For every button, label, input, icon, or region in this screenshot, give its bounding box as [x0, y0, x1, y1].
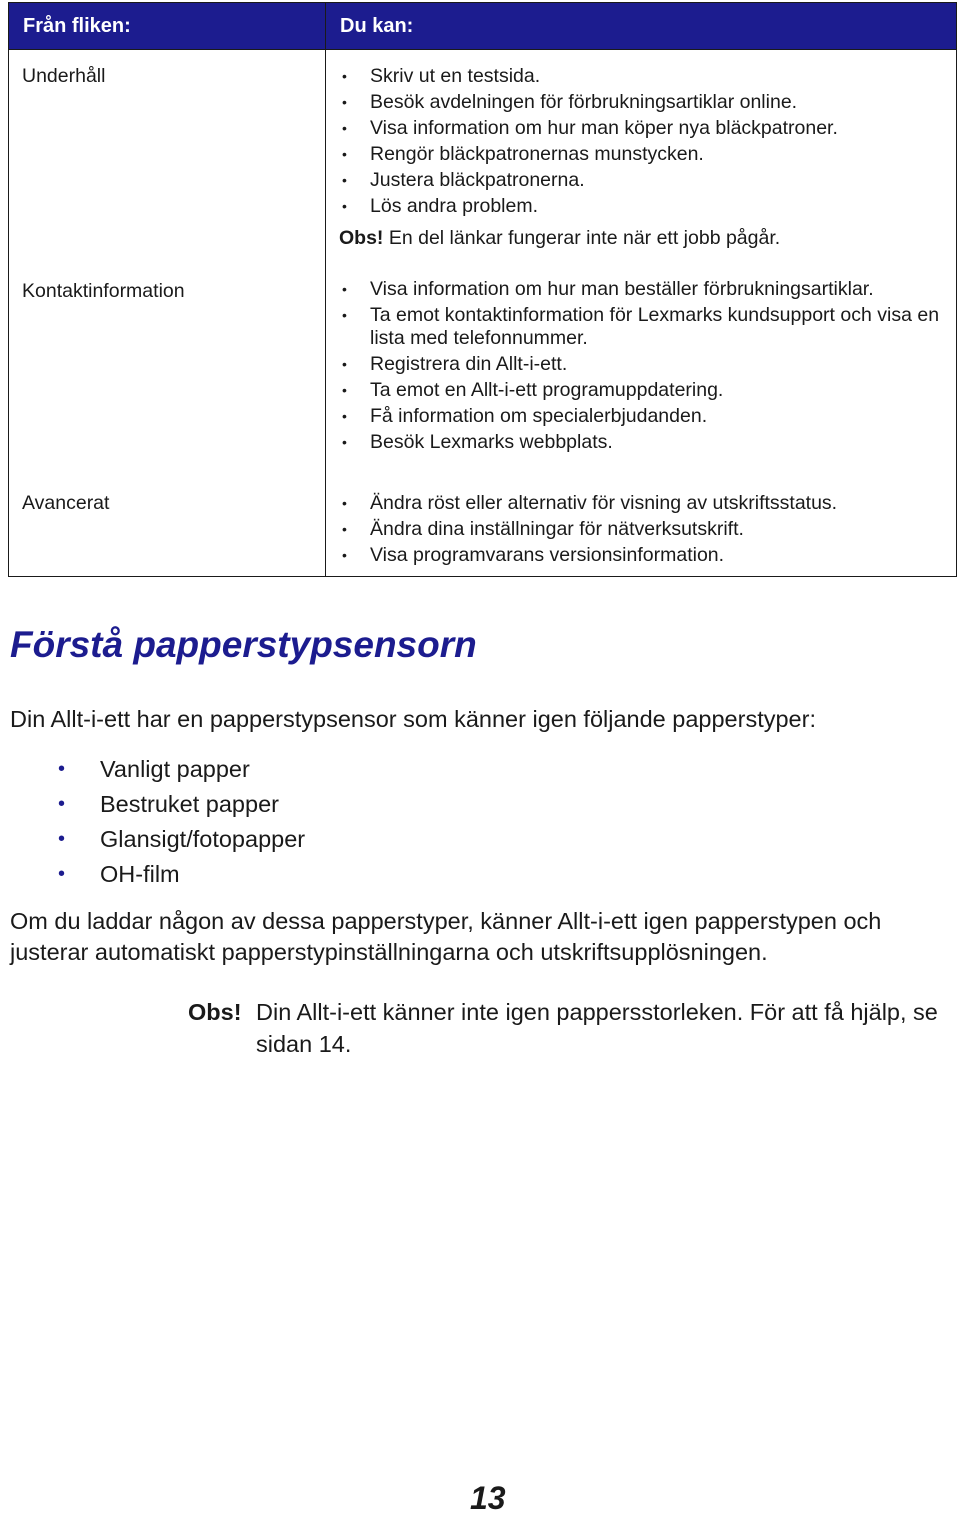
table-row-advanced [9, 477, 957, 577]
header-actions: Du kan: [326, 3, 957, 50]
tab-name-maintenance: Underhåll [9, 50, 326, 266]
actions-cell-contact [326, 265, 957, 477]
note-label: Obs! [339, 227, 384, 249]
table-row-contact [9, 265, 957, 477]
list-item: • Ta emot en Allt-i-ett programuppdatering. [342, 379, 956, 402]
list-item: • Vanligt papper [58, 752, 305, 787]
list-item: • Justera bläckpatronerna. [342, 167, 956, 193]
list-item: • Ta emot kontaktinformation för Lexmarks kundsupport och visa en lista med telefonnummer. [342, 304, 956, 350]
list-item: • Bestruket papper [58, 787, 305, 822]
actions-list [326, 50, 956, 219]
actions-cell-advanced [326, 477, 957, 577]
list-item: • Ändra röst eller alternativ för visning av utskriftsstatus. [342, 490, 956, 516]
actions-list [326, 265, 956, 454]
list-item: • Besök Lexmarks webbplats. [342, 431, 956, 454]
list-item: • Lös andra problem. [342, 193, 956, 219]
maintenance-note [326, 219, 956, 265]
list-item: • Registrera din Allt-i-ett. [342, 353, 956, 376]
table-row-maintenance [9, 50, 957, 266]
header-tab: Från fliken: [9, 3, 326, 50]
list-item: • Skriv ut en testsida. [342, 63, 956, 89]
page-number: 13 [470, 1480, 506, 1516]
note-label: Obs! [188, 999, 242, 1025]
intro-text: Din Allt-i-ett har en papperstypsensor som känner igen följande papperstyper: [10, 706, 816, 732]
paper-type-list [58, 752, 305, 892]
actions-cell-maintenance [326, 50, 957, 266]
table-header-row [9, 3, 957, 50]
list-item: • Visa information om hur man köper nya bläckpatroner. [342, 115, 956, 141]
list-item: • Glansigt/fotopapper [58, 822, 305, 857]
list-item: • Visa information om hur man beställer förbrukningsartiklar. [342, 278, 956, 301]
actions-list [326, 477, 956, 568]
tab-name-advanced: Avancerat [9, 477, 326, 577]
note-text: En del länkar fungerar inte när ett jobb pågår. [383, 227, 781, 249]
note-text: Din Allt-i-ett känner inte igen pappersstorleken. För att få hjälp, se sidan 14. [256, 999, 938, 1057]
list-item: • Få information om specialerbjudanden. [342, 405, 956, 428]
tab-name-contact: Kontaktinformation [9, 265, 326, 477]
list-item: • OH-film [58, 857, 305, 892]
list-item: • Ändra dina inställningar för nätverksutskrift. [342, 516, 956, 542]
tab-options-table [8, 2, 957, 577]
body-paragraph: Om du laddar någon av dessa papperstyper, känner Allt-i-ett igen papperstypen och justerar automatiskt papperstypinställningarna och utskriftsupplösningen. [10, 908, 882, 965]
section-heading: Förstå papperstypsensorn [10, 624, 477, 665]
note [188, 996, 958, 1060]
list-item: • Visa programvarans versionsinformation. [342, 542, 956, 568]
list-item: • Rengör bläckpatronernas munstycken. [342, 141, 956, 167]
list-item: • Besök avdelningen för förbrukningsartiklar online. [342, 89, 956, 115]
